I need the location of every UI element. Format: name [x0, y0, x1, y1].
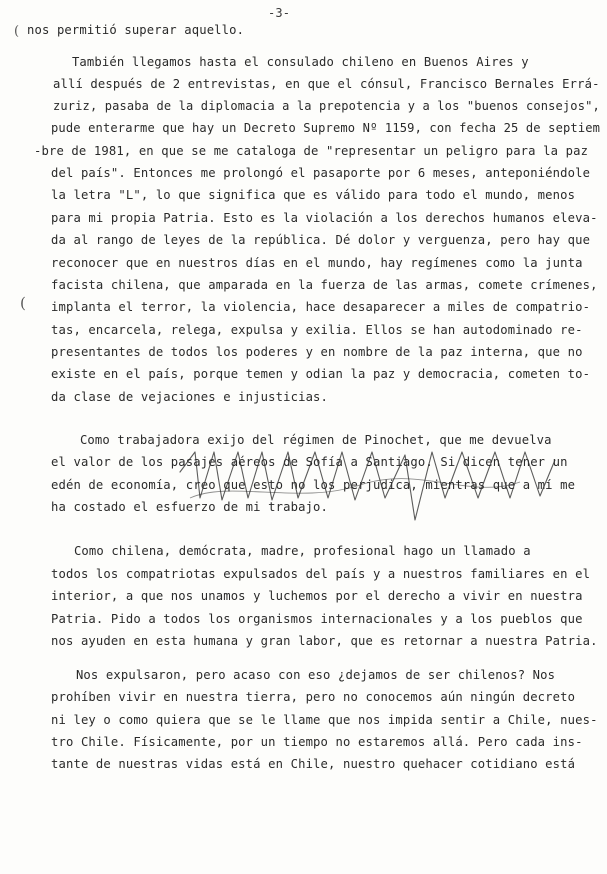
text-line: existe en el país, porque temen y odian la paz y democracia, cometen to-: [51, 367, 591, 381]
margin-mark-middle: (: [20, 294, 27, 312]
text-line: tante de nuestras vidas está en Chile, nuestro quehacer cotidiano está: [51, 757, 576, 771]
text-line: presentantes de todos los poderes y en nombre de la paz interna, que no: [51, 345, 583, 359]
text-line: pude enterarme que hay un Decreto Supremo Nº 1159, con fecha 25 de septiem: [51, 121, 601, 135]
text-line: ni ley o como quiera que se le llame que nos impida sentir a Chile, nues-: [51, 713, 598, 727]
text-line: zuriz, pasaba de la diplomacia a la prepotencia y a los "buenos consejos",: [53, 99, 600, 113]
text-line: -bre de 1981, en que se me cataloga de "representar un peligro para la paz: [34, 144, 589, 158]
text-line: También llegamos hasta el consulado chileno en Buenos Aires y: [42, 55, 529, 69]
margin-mark-top: (: [14, 24, 20, 39]
text-line: da al rango de leyes de la república. Dé dolor y verguenza, pero hay que: [51, 233, 591, 247]
text-line: del país". Entonces me prolongó el pasaporte por 6 meses, anteponiéndole: [51, 166, 591, 180]
text-line: Como trabajadora exijo del régimen de Pinochet, que me devuelva: [50, 433, 552, 447]
text-line: prohíben vivir en nuestra tierra, pero no conocemos aún ningún decreto: [51, 690, 576, 704]
text-line: da clase de vejaciones e injusticias.: [51, 390, 329, 404]
text-line: todos los compatriotas expulsados del país y a nuestros familiares en el: [51, 567, 591, 581]
text-line: Patria. Pido a todos los organismos internacionales y a los pueblos que: [51, 612, 583, 626]
text-line: el valor de los pasajes aéreos de Sofía a Santiago. Si dicen tener un: [51, 455, 568, 469]
page-number: -3-: [268, 6, 291, 20]
text-line: edén de economía, creo que esto no los perjudica, mientras que a mí me: [51, 478, 576, 492]
text-line: nos permitió superar aquello.: [27, 23, 245, 37]
text-line: ha costado el esfuerzo de mi trabajo.: [51, 500, 329, 514]
text-line: Nos expulsaron, pero acaso con eso ¿dejamos de ser chilenos? Nos: [46, 668, 556, 682]
text-line: tas, encarcela, relega, expulsa y exilia. Ellos se han autodominado re-: [51, 323, 583, 337]
text-line: nos ayuden en esta humana y gran labor, que es retornar a nuestra Patria.: [51, 634, 598, 648]
text-line: tro Chile. Físicamente, por un tiempo no estaremos allá. Pero cada ins-: [51, 735, 583, 749]
text-line: facista chilena, que amparada en la fuerza de las armas, comete crímenes,: [51, 278, 598, 292]
text-line: reconocer que en nuestros días en el mundo, hay regímenes como la junta: [51, 256, 583, 270]
text-line: Como chilena, demócrata, madre, profesional hago un llamado a: [44, 544, 531, 558]
text-line: para mi propia Patria. Esto es la violación a los derechos humanos eleva-: [51, 211, 598, 225]
text-line: implanta el terror, la violencia, hace desaparecer a miles de compatrio-: [51, 300, 591, 314]
text-line: interior, a que nos unamos y luchemos por el derecho a vivir en nuestra: [51, 589, 583, 603]
text-line: allí después de 2 entrevistas, en que el cónsul, Francisco Bernales Errá-: [53, 77, 600, 91]
text-line: la letra "L", lo que significa que es válido para todo el mundo, menos: [51, 188, 576, 202]
